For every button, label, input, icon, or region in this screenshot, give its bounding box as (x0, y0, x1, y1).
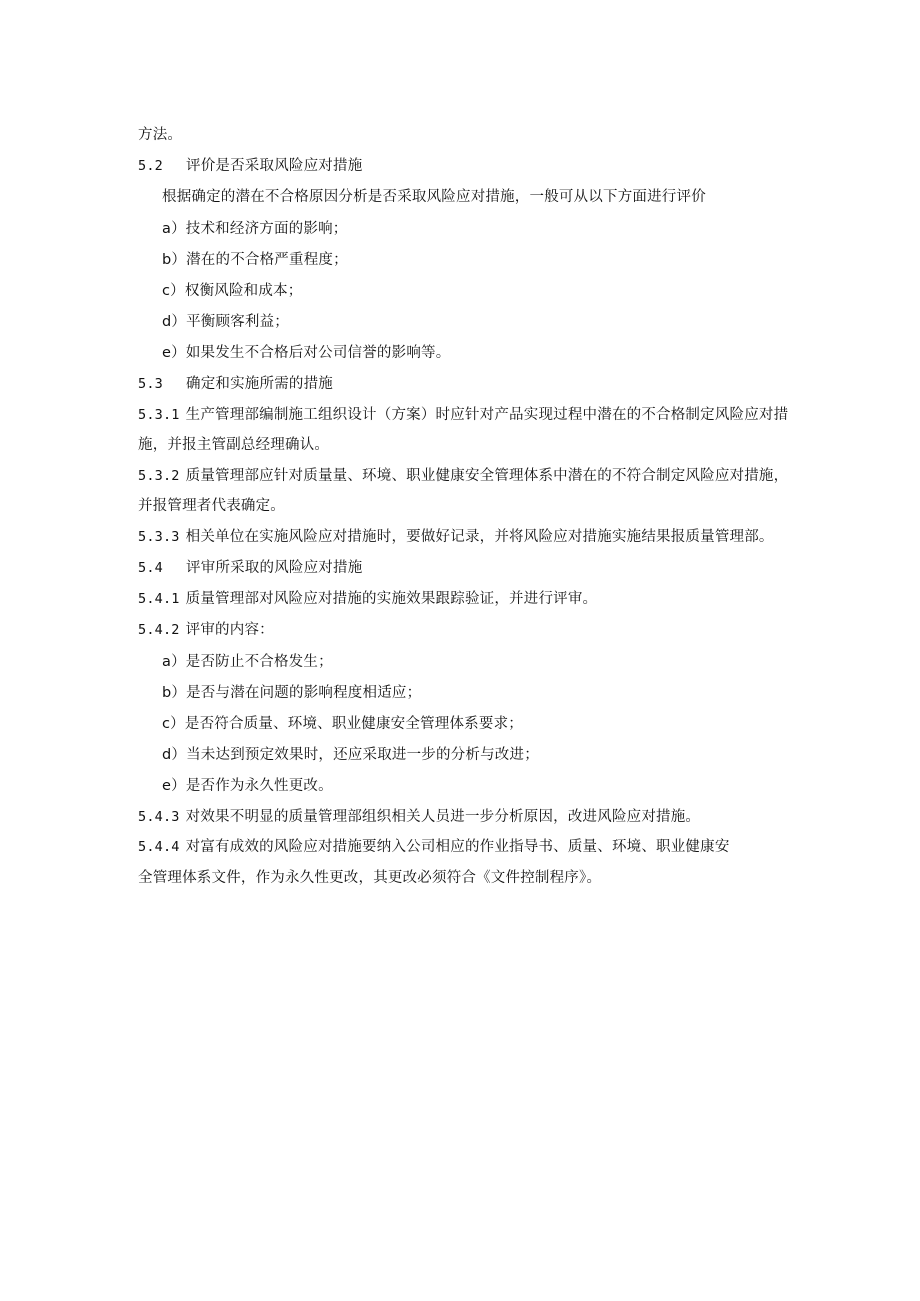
clause-text: 质量管理部应针对质量量、环境、职业健康安全管理体系中潜在的不符合制定风险应对措施， (185, 468, 789, 484)
text-line (162, 188, 706, 206)
list-item (162, 777, 333, 795)
section-heading-5-3 (138, 375, 333, 393)
clause-number: 5.4.4 (138, 839, 180, 855)
section-title: 评审所采取的风险应对措施 (186, 560, 363, 576)
list-item (162, 220, 347, 238)
clause-5-4-3 (138, 808, 700, 826)
text-line (138, 869, 601, 887)
list-item-text: a）技术和经济方面的影响； (162, 221, 348, 237)
clause-number: 5.3.1 (138, 407, 180, 423)
list-item-text: e）是否作为永久性更改。 (162, 778, 333, 794)
line-text: 全管理体系文件，作为永久性更改，其更改必须符合《文件控制程序》。 (138, 870, 602, 886)
clause-text: 相关单位在实施风险应对措施时，要做好记录，并将风险应对措施实施结果报质量管理部。 (185, 529, 774, 545)
list-item (162, 313, 289, 331)
list-item (162, 653, 333, 671)
section-title: 评价是否采取风险应对措施 (186, 158, 363, 174)
line-text: 施，并报主管副总经理确认。 (138, 437, 330, 453)
list-item-text: d）当未达到预定效果时，还应采取进一步的分析与改进； (162, 747, 539, 763)
line-text: 根据确定的潜在不合格原因分析是否采取风险应对措施，一般可从以下方面进行评价 (162, 189, 706, 205)
list-item-text: b）是否与潜在问题的影响程度相适应； (162, 685, 422, 701)
list-item (162, 344, 450, 362)
clause-number: 5.4.2 (138, 622, 180, 638)
section-number: 5.2 (138, 158, 163, 174)
clause-5-3-2 (138, 467, 788, 485)
clause-5-3-1 (138, 406, 788, 424)
text-line (138, 497, 285, 515)
section-heading-5-4 (138, 559, 362, 577)
section-number: 5.4 (138, 560, 163, 576)
line-text: 方法。 (138, 127, 183, 143)
clause-text: 质量管理部对风险应对措施的实施效果跟踪验证，并进行评审。 (185, 591, 598, 607)
list-item (162, 282, 302, 300)
clause-number: 5.4.3 (138, 809, 180, 825)
clause-number: 5.4.1 (138, 591, 180, 607)
text-line (138, 126, 182, 144)
section-heading-5-2 (138, 157, 362, 175)
list-item-text: d）平衡顾客利益； (162, 314, 290, 330)
list-item-text: b）潜在的不合格严重程度； (162, 252, 348, 268)
clause-number: 5.3.3 (138, 529, 180, 545)
list-item (162, 715, 523, 733)
list-item-text: c）是否符合质量、环境、职业健康安全管理体系要求； (162, 716, 523, 732)
clause-5-4-2 (138, 621, 274, 639)
list-item-text: e）如果发生不合格后对公司信誉的影响等。 (162, 345, 451, 361)
clause-5-3-3 (138, 528, 774, 546)
section-title: 确定和实施所需的措施 (186, 376, 333, 392)
list-item (162, 251, 348, 269)
clause-text: 生产管理部编制施工组织设计（方案）时应针对产品实现过程中潜在的不合格制定风险应对措 (185, 407, 789, 423)
list-item (162, 684, 421, 702)
clause-5-4-4 (138, 838, 730, 856)
clause-5-4-1 (138, 590, 597, 608)
list-item (162, 746, 539, 764)
line-text: 并报管理者代表确定。 (138, 498, 285, 514)
clause-text: 评审的内容： (185, 622, 274, 638)
clause-text: 对效果不明显的质量管理部组织相关人员进一步分析原因，改进风险应对措施。 (185, 809, 701, 825)
list-item-text: a）是否防止不合格发生； (162, 654, 333, 670)
clause-number: 5.3.2 (138, 468, 180, 484)
section-number: 5.3 (138, 376, 163, 392)
clause-text: 对富有成效的风险应对措施要纳入公司相应的作业指导书、质量、环境、职业健康安 (185, 839, 730, 855)
list-item-text: c）权衡风险和成本； (162, 283, 303, 299)
text-line (138, 436, 329, 454)
